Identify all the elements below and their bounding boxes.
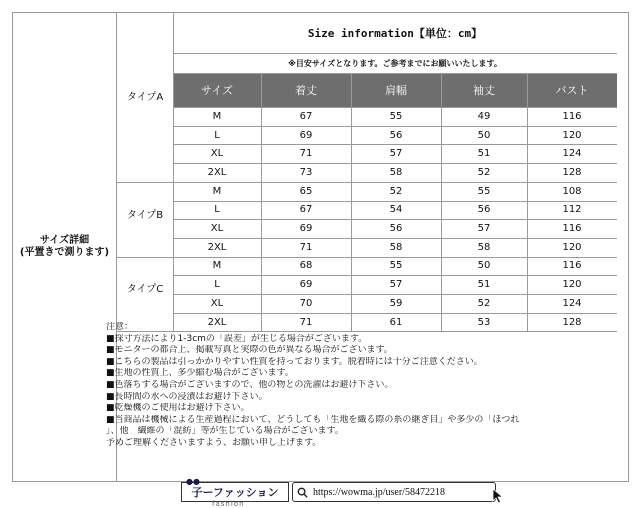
table-cell: 57	[477, 223, 491, 235]
table-cell: 56	[477, 204, 491, 216]
table-cell: 124	[562, 148, 582, 160]
grid-line	[173, 238, 617, 239]
table-cell: L	[214, 204, 220, 216]
grid-line	[261, 73, 262, 331]
table-cell: 52	[389, 185, 403, 197]
table-cell: 116	[562, 110, 582, 122]
table-note: ※目安サイズとなります。ご参考までにお願いいたします。	[288, 58, 502, 68]
table-cell: 128	[562, 316, 582, 328]
grid-line	[173, 107, 617, 108]
table-cell: 50	[477, 129, 491, 141]
note-line: 注意：	[106, 322, 134, 332]
column-header: サイズ	[173, 73, 261, 107]
size-detail-subtitle: (平置きで測ります)	[19, 247, 110, 258]
table-cell: 73	[299, 166, 313, 178]
table-cell: 116	[562, 260, 582, 272]
table-cell: 56	[389, 129, 403, 141]
note-line: ■採寸方法により1-3cmの「誤差」が生じる場合がございます。	[106, 333, 368, 344]
shop-logo[interactable]	[181, 477, 289, 508]
note-line: ■当商品は機械による生産過程において、どうしても「生地を織る際の糸の継ぎ目」や多少の「ほつれ	[106, 414, 520, 425]
table-cell: 49	[477, 110, 491, 122]
logo-mark-icon: ●●	[186, 477, 200, 486]
table-cell: 2XL	[207, 166, 227, 178]
column-header: 着丈	[261, 73, 351, 107]
table-cell: 69	[299, 223, 313, 235]
grid-line	[173, 73, 617, 74]
table-cell: 71	[299, 148, 313, 160]
table-cell: 65	[299, 185, 313, 197]
shop-logo-text: 子ーファッション	[191, 486, 279, 499]
table-cell: M	[212, 110, 222, 122]
note-line: ■色落ちする場合がございますので、他の物との洗濯はお避け下さい。	[106, 379, 394, 390]
grid-line	[173, 313, 617, 314]
table-cell: 51	[477, 279, 491, 291]
table-cell: L	[214, 279, 220, 291]
type-label: タイプC	[126, 284, 164, 296]
table-cell: 2XL	[207, 241, 227, 253]
table-cell: 59	[389, 297, 403, 309]
table-cell: 52	[477, 166, 491, 178]
grid-line	[173, 275, 617, 276]
grid-line	[117, 182, 617, 183]
table-cell: 128	[562, 166, 582, 178]
table-cell: 69	[299, 129, 313, 141]
table-cell: M	[212, 185, 222, 197]
table-cell: 58	[477, 241, 491, 253]
table-cell: XL	[210, 297, 224, 309]
cursor-icon	[492, 488, 506, 504]
grid-line	[441, 73, 442, 331]
table-cell: 58	[389, 241, 403, 253]
table-cell: 50	[477, 260, 491, 272]
table-cell: 108	[562, 185, 582, 197]
table-cell: 55	[389, 260, 403, 272]
table-cell: 120	[562, 241, 582, 253]
table-cell: 70	[299, 297, 313, 309]
table-cell: L	[214, 129, 220, 141]
size-detail-label	[13, 13, 117, 481]
grid-line	[173, 294, 617, 295]
grid-line	[173, 53, 617, 54]
note-line: ■こちらの製品は引っかかりやすい性質を持っております。脱着時には十分ご注意ください。	[106, 356, 483, 367]
notes-section	[106, 322, 616, 450]
table-cell: 68	[299, 260, 313, 272]
grid-line	[351, 73, 352, 331]
search-icon	[297, 487, 308, 498]
grid-line	[173, 13, 174, 331]
column-header: 肩幅	[351, 73, 441, 107]
grid-line	[173, 219, 617, 220]
table-cell: 116	[562, 223, 582, 235]
table-cell: 55	[477, 185, 491, 197]
shop-url-box[interactable]	[292, 482, 496, 502]
table-cell: 67	[299, 204, 313, 216]
table-cell: 56	[389, 223, 403, 235]
note-line: ■乾燥機のご使用はお避け下さい。	[106, 403, 250, 414]
table-cell: 55	[389, 110, 403, 122]
table-cell: 51	[477, 148, 491, 160]
grid-line	[173, 201, 617, 202]
type-label: タイプB	[126, 209, 164, 221]
size-detail-title: サイズ詳細	[39, 235, 90, 246]
note-line: ■長時間の水への浸漬はお避け下さい。	[106, 391, 268, 402]
table-cell: 54	[389, 204, 403, 216]
table-title: Size information【単位：cm】	[307, 27, 483, 40]
table-cell: 58	[389, 166, 403, 178]
note-line: 予めご理解くださいますよう、お願い申し上げます。	[106, 437, 322, 448]
grid-line	[173, 126, 617, 127]
table-cell: 53	[477, 316, 491, 328]
column-header: バスト	[527, 73, 617, 107]
note-line: ■生地の性質上、多少縮む場合がございます。	[106, 368, 294, 379]
note-line: 」、他 繊維の「混紡」等が生じている場合がございます。	[106, 426, 344, 437]
table-cell: 67	[299, 110, 313, 122]
shop-logo-subtext: fashion	[212, 500, 245, 508]
grid-line	[173, 163, 617, 164]
table-cell: 71	[299, 241, 313, 253]
table-cell: 71	[299, 316, 313, 328]
column-header: 袖丈	[441, 73, 527, 107]
table-cell: 124	[562, 297, 582, 309]
grid-line	[173, 144, 617, 145]
shop-url-text: https://wowma.jp/user/58472218	[313, 486, 445, 498]
table-cell: XL	[210, 223, 224, 235]
note-line: ■モニターの都合上、掲載写真と実際の色が異なる場合がございます。	[106, 345, 393, 356]
table-cell: 2XL	[207, 316, 227, 328]
table-cell: 120	[562, 129, 582, 141]
type-label: タイプA	[126, 91, 164, 103]
table-cell: 52	[477, 297, 491, 309]
table-cell: M	[212, 260, 222, 272]
table-cell: 57	[389, 279, 403, 291]
grid-line	[527, 73, 528, 331]
table-cell: 57	[389, 148, 403, 160]
table-cell: 61	[389, 316, 403, 328]
table-cell: 69	[299, 279, 313, 291]
table-cell: 120	[562, 279, 582, 291]
table-cell: 112	[562, 204, 582, 216]
grid-line	[117, 257, 617, 258]
table-cell: XL	[210, 148, 224, 160]
